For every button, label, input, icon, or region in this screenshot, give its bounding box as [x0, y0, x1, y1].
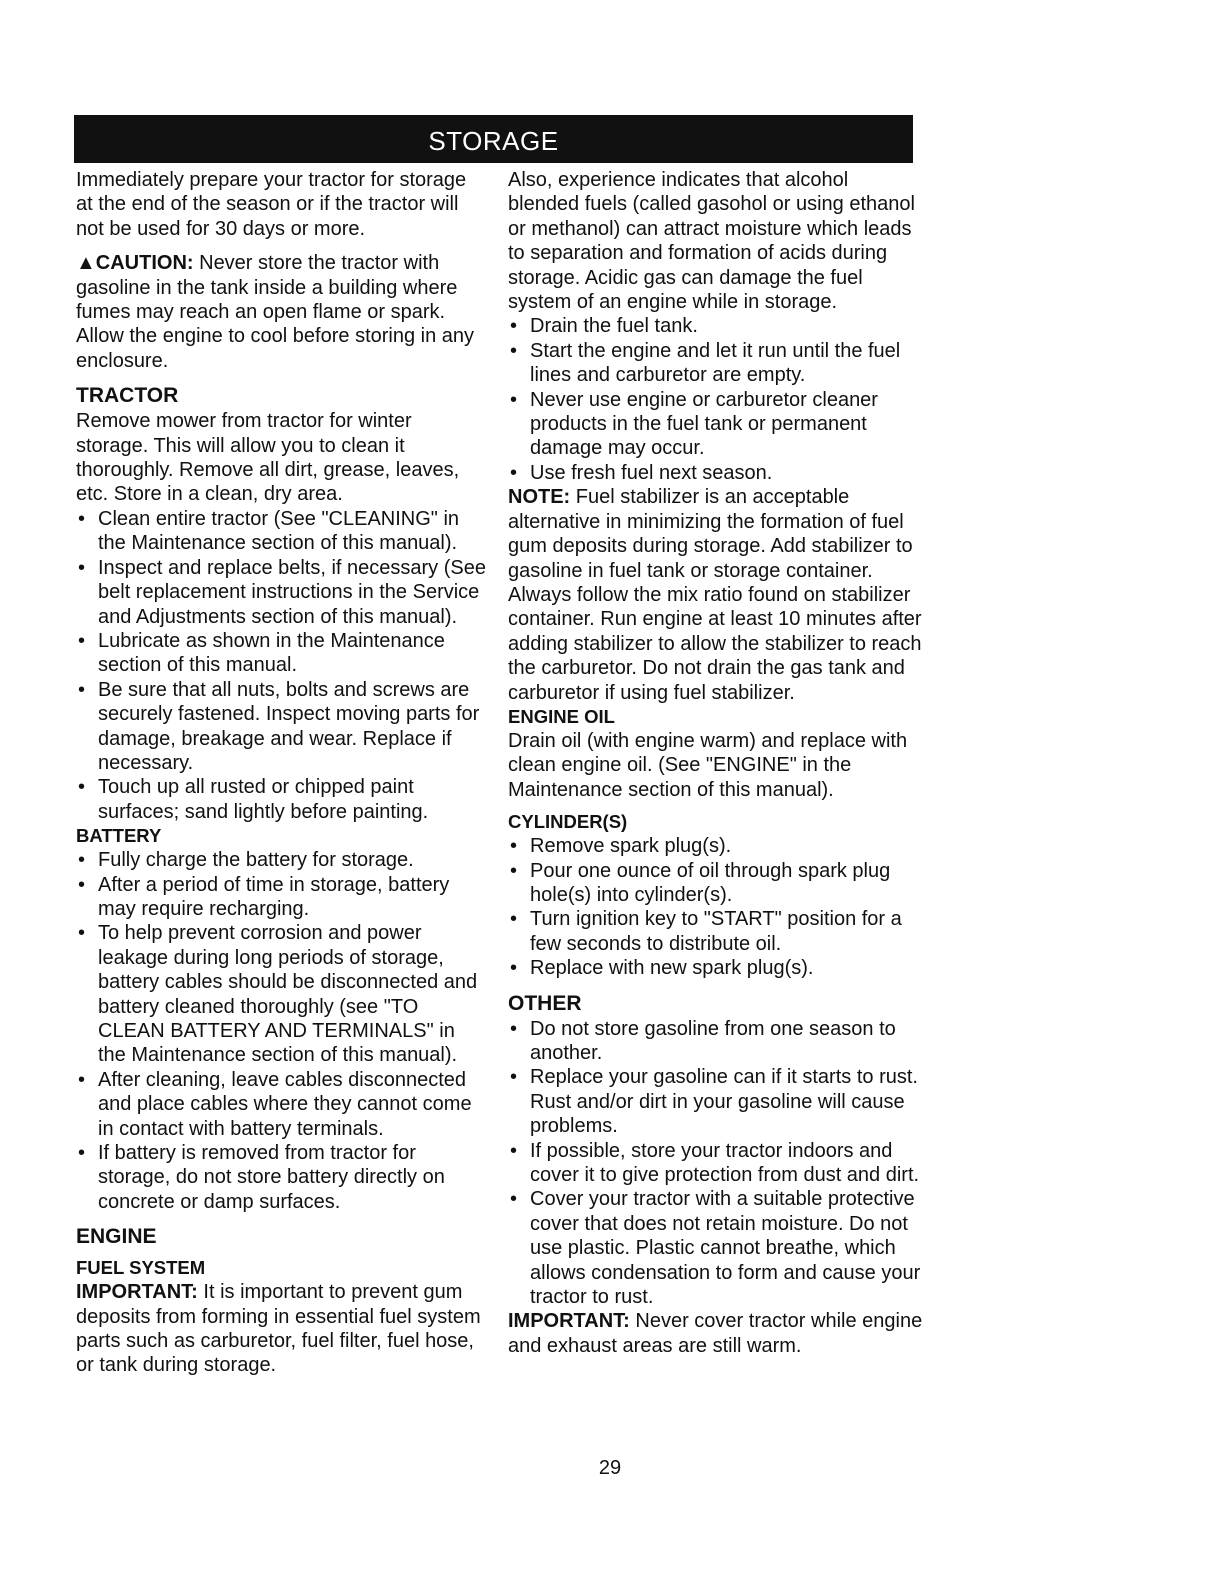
- important-label: IMPORTANT:: [508, 1310, 630, 1333]
- engine-oil-paragraph: Drain oil (with engine warm) and replace with clean engine oil. (See "ENGINE" in the Maintenance section of this manual).: [508, 729, 908, 801]
- list-item: • Replace your gasoline can if it starts to rust. Rust and/or dirt in your gasoline will cause problems.: [508, 1065, 923, 1138]
- important-paragraph-right: [508, 1309, 923, 1358]
- list-item: • Never use engine or carburetor cleaner products in the fuel tank or permanent damage may occur.: [508, 388, 923, 461]
- important-text: Never cover tractor while engine and exhaust areas are still warm.: [508, 1310, 923, 1357]
- list-item: • Touch up all rusted or chipped paint surfaces; sand lightly before painting.: [76, 775, 488, 824]
- list-item: • Replace with new spark plug(s).: [508, 956, 923, 980]
- fuel-list: [508, 314, 923, 485]
- cylinders-heading: CYLINDER(S): [508, 811, 628, 833]
- important-label: IMPORTANT:: [76, 1281, 198, 1304]
- fuel-system-heading: FUEL SYSTEM: [76, 1257, 206, 1279]
- caution-paragraph: [76, 251, 488, 373]
- tractor-list: [76, 507, 488, 824]
- tractor-heading: TRACTOR: [76, 384, 179, 408]
- other-list: [508, 1017, 923, 1310]
- list-item: • Clean entire tractor (See "CLEANING" in the Maintenance section of this manual).: [76, 507, 488, 556]
- page-number: 29: [598, 1457, 622, 1479]
- important-text: It is important to prevent gum deposits from forming in essential fuel system parts such as carburetor, fuel filter, fuel hose, or tank during storage.: [76, 1281, 481, 1377]
- caution-text: Never store the tractor with gasoline in the tank inside a building where fumes may reach an open flame or spark. Allow the engine to cool before storing in any enclosure.: [76, 252, 475, 372]
- list-item: • Do not store gasoline from one season to another.: [508, 1017, 923, 1066]
- list-item: • After cleaning, leave cables disconnected and place cables where they cannot come in contact with battery terminals.: [76, 1068, 488, 1141]
- list-item: • If possible, store your tractor indoors and cover it to give protection from dust and dirt.: [508, 1139, 923, 1188]
- list-item: • Cover your tractor with a suitable protective cover that does not retain moisture. Do not use plastic. Plastic cannot breathe, which allows condensation to form and cause your tractor to rust.: [508, 1187, 923, 1309]
- caution-label: CAUTION:: [95, 252, 194, 275]
- list-item: • Be sure that all nuts, bolts and screws are securely fastened. Inspect moving parts for damage, breakage and wear. Replace if necessary.: [76, 678, 488, 776]
- list-item: • After a period of time in storage, battery may require recharging.: [76, 873, 488, 922]
- list-item: • Lubricate as shown in the Maintenance section of this manual.: [76, 629, 488, 678]
- battery-heading: BATTERY: [76, 825, 162, 847]
- important-paragraph: [76, 1280, 488, 1378]
- alcohol-paragraph: Also, experience indicates that alcohol blended fuels (called gasohol or using ethanol or methanol) can attract moisture which leads to separation and formation of acids during storage. Acidic gas can damage the fuel system of an engine while in storage.: [508, 169, 915, 314]
- list-item: • Fully charge the battery for storage.: [76, 848, 488, 872]
- list-item: • Use fresh fuel next season.: [508, 461, 923, 485]
- list-item: • Start the engine and let it run until the fuel lines and carburetor are empty.: [508, 339, 923, 388]
- list-item: • Turn ignition key to "START" position for a few seconds to distribute oil.: [508, 907, 923, 956]
- list-item: • Drain the fuel tank.: [508, 314, 923, 338]
- note-paragraph: [508, 485, 923, 705]
- cylinder-list: [508, 834, 923, 980]
- list-item: • To help prevent corrosion and power leakage during long periods of storage, battery cables should be disconnected and battery cleaned thoroughly (see "TO CLEAN BATTERY AND TERMINALS" in the Maintenance section of this manual).: [76, 921, 488, 1067]
- list-item: • Pour one ounce of oil through spark plug hole(s) into cylinder(s).: [508, 859, 923, 908]
- list-item: • Inspect and replace belts, if necessary (See belt replacement instructions in the Service and Adjustments section of this manual).: [76, 556, 488, 629]
- left-column: [76, 168, 488, 1378]
- list-item: • If battery is removed from tractor for storage, do not store battery directly on concrete or damp surfaces.: [76, 1141, 488, 1214]
- intro-paragraph: Immediately prepare your tractor for storage at the end of the season or if the tractor will not be used for 30 days or more.: [76, 169, 467, 240]
- battery-list: [76, 848, 488, 1214]
- engine-oil-heading: ENGINE OIL: [508, 705, 615, 727]
- page-title: STORAGE: [74, 115, 913, 163]
- warning-triangle-icon: ▲: [76, 252, 96, 275]
- engine-heading: ENGINE: [76, 1225, 157, 1249]
- tractor-intro: Remove mower from tractor for winter storage. This will allow you to clean it thoroughly. Remove all dirt, grease, leaves, etc. Store in a clean, dry area.: [76, 410, 460, 506]
- other-heading: OTHER: [508, 991, 582, 1015]
- right-column: [508, 168, 923, 1358]
- list-item: • Remove spark plug(s).: [508, 834, 923, 858]
- note-label: NOTE:: [508, 486, 571, 509]
- note-text: Fuel stabilizer is an acceptable alternative in minimizing the formation of fuel gum deposits during storage. Add stabilizer to gasoline in fuel tank or storage container. Always follow the mix ratio found on stabilizer container. Run engine at least 10 minutes after adding stabilizer to allow the stabilizer to reach the carburetor. Do not drain the gas tank and carburetor if using fuel stabilizer.: [508, 486, 922, 704]
